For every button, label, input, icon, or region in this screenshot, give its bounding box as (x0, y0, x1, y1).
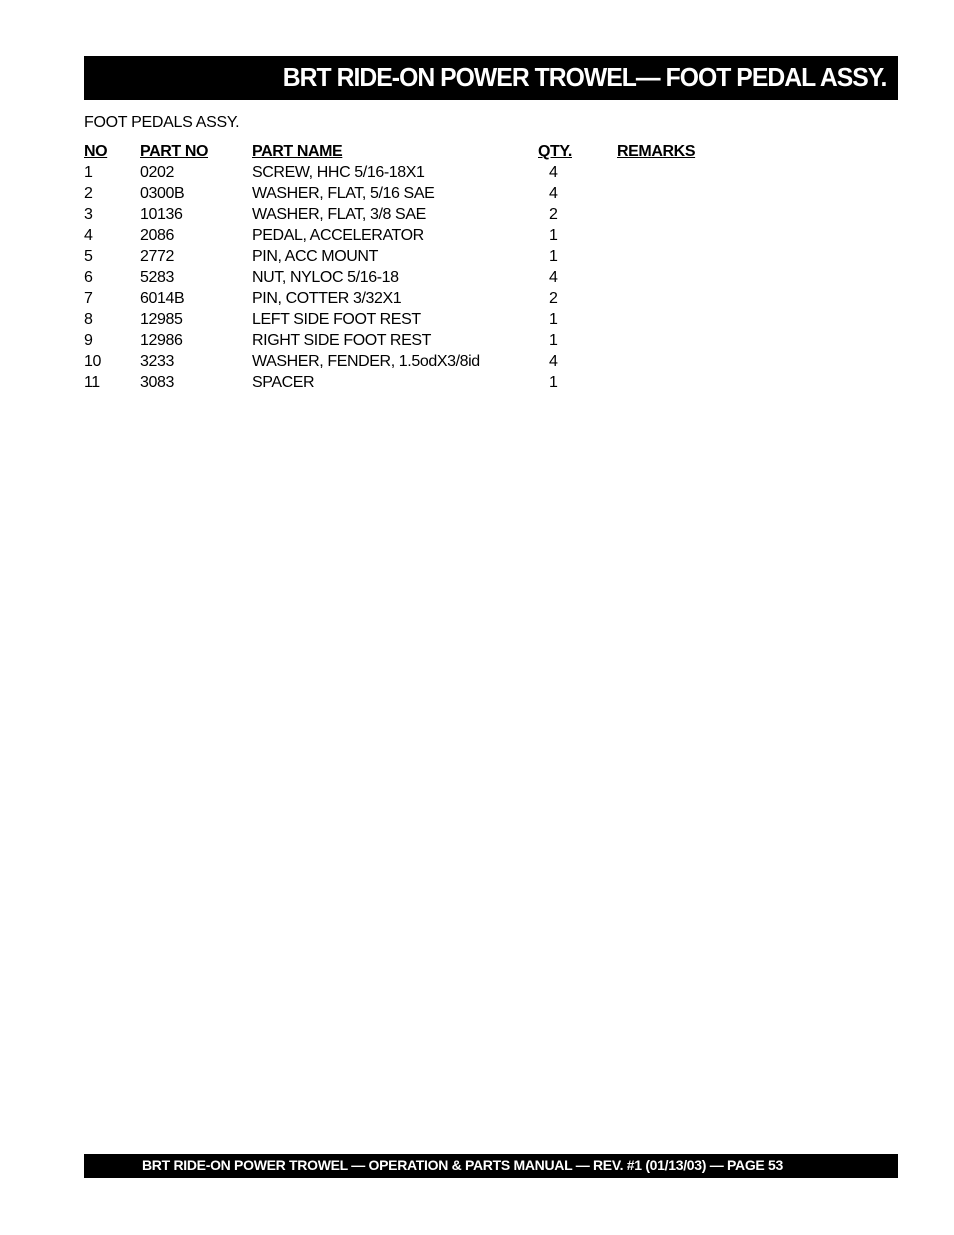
cell-part-no: 0202 (140, 164, 174, 181)
cell-qty: 1 (549, 311, 558, 328)
page-footer-bar (84, 1154, 898, 1178)
cell-no: 1 (84, 164, 93, 181)
cell-remarks (617, 267, 737, 288)
cell-qty: 1 (549, 227, 558, 244)
section-title: FOOT PEDALS ASSY. (84, 114, 240, 131)
cell-no: 2 (84, 185, 93, 202)
cell-part-no: 2772 (140, 248, 174, 265)
parts-table-body (84, 162, 737, 393)
cell-no: 4 (84, 227, 93, 244)
cell-qty: 4 (549, 353, 558, 370)
cell-remarks (617, 288, 737, 309)
column-header-remarks: REMARKS (617, 143, 696, 160)
cell-no: 8 (84, 311, 93, 328)
cell-part-name: LEFT SIDE FOOT REST (252, 311, 421, 328)
cell-qty: 2 (549, 206, 558, 223)
table-row (84, 330, 737, 351)
cell-remarks (617, 183, 737, 204)
page-title: BRT RIDE-ON POWER TROWEL— FOOT PEDAL ASSY. (282, 62, 886, 92)
cell-qty: 2 (549, 290, 558, 307)
table-header-row (84, 141, 737, 162)
cell-part-no: 12985 (140, 311, 183, 328)
table-row (84, 225, 737, 246)
cell-remarks (617, 225, 737, 246)
parts-table (84, 141, 737, 393)
cell-part-name: NUT, NYLOC 5/16-18 (252, 269, 399, 286)
cell-qty: 1 (549, 248, 558, 265)
cell-part-no: 5283 (140, 269, 174, 286)
cell-no: 10 (84, 353, 101, 370)
table-row (84, 246, 737, 267)
cell-part-name: SCREW, HHC 5/16-18X1 (252, 164, 425, 181)
cell-no: 9 (84, 332, 93, 349)
cell-qty: 4 (549, 269, 558, 286)
cell-remarks (617, 372, 737, 393)
table-row (84, 351, 737, 372)
table-row (84, 162, 737, 183)
column-header-no: NO (84, 143, 108, 160)
cell-no: 5 (84, 248, 93, 265)
column-header-qty: QTY. (538, 143, 572, 160)
parts-table-header (84, 141, 737, 162)
cell-remarks (617, 351, 737, 372)
cell-part-name: RIGHT SIDE FOOT REST (252, 332, 431, 349)
cell-part-no: 3083 (140, 374, 174, 391)
cell-part-no: 6014B (140, 290, 185, 307)
table-row (84, 288, 737, 309)
cell-part-name: WASHER, FENDER, 1.5odX3/8id (252, 353, 480, 370)
table-row (84, 204, 737, 225)
footer-text: BRT RIDE-ON POWER TROWEL — OPERATION & PARTS MANUAL — REV. #1 (01/13/03) — PAGE 53 (142, 1157, 784, 1173)
cell-remarks (617, 330, 737, 351)
cell-qty: 4 (549, 185, 558, 202)
column-header-part-no: PART NO (140, 143, 209, 160)
cell-no: 7 (84, 290, 93, 307)
cell-remarks (617, 204, 737, 225)
table-row (84, 183, 737, 204)
cell-part-name: SPACER (252, 374, 315, 391)
cell-remarks (617, 246, 737, 267)
cell-part-no: 2086 (140, 227, 174, 244)
cell-part-no: 0300B (140, 185, 185, 202)
cell-part-name: PIN, ACC MOUNT (252, 248, 378, 265)
table-row (84, 309, 737, 330)
cell-remarks (617, 309, 737, 330)
cell-qty: 1 (549, 374, 558, 391)
cell-qty: 4 (549, 164, 558, 181)
cell-part-name: PEDAL, ACCELERATOR (252, 227, 424, 244)
cell-part-name: PIN, COTTER 3/32X1 (252, 290, 402, 307)
cell-part-name: WASHER, FLAT, 5/16 SAE (252, 185, 435, 202)
page-header-bar (84, 56, 898, 100)
cell-part-no: 10136 (140, 206, 183, 223)
cell-no: 3 (84, 206, 93, 223)
cell-no: 6 (84, 269, 93, 286)
table-row (84, 267, 737, 288)
cell-part-name: WASHER, FLAT, 3/8 SAE (252, 206, 426, 223)
cell-no: 11 (84, 374, 100, 391)
table-row (84, 372, 737, 393)
column-header-part-name: PART NAME (252, 143, 343, 160)
cell-part-no: 3233 (140, 353, 174, 370)
cell-qty: 1 (549, 332, 558, 349)
cell-part-no: 12986 (140, 332, 183, 349)
cell-remarks (617, 162, 737, 183)
